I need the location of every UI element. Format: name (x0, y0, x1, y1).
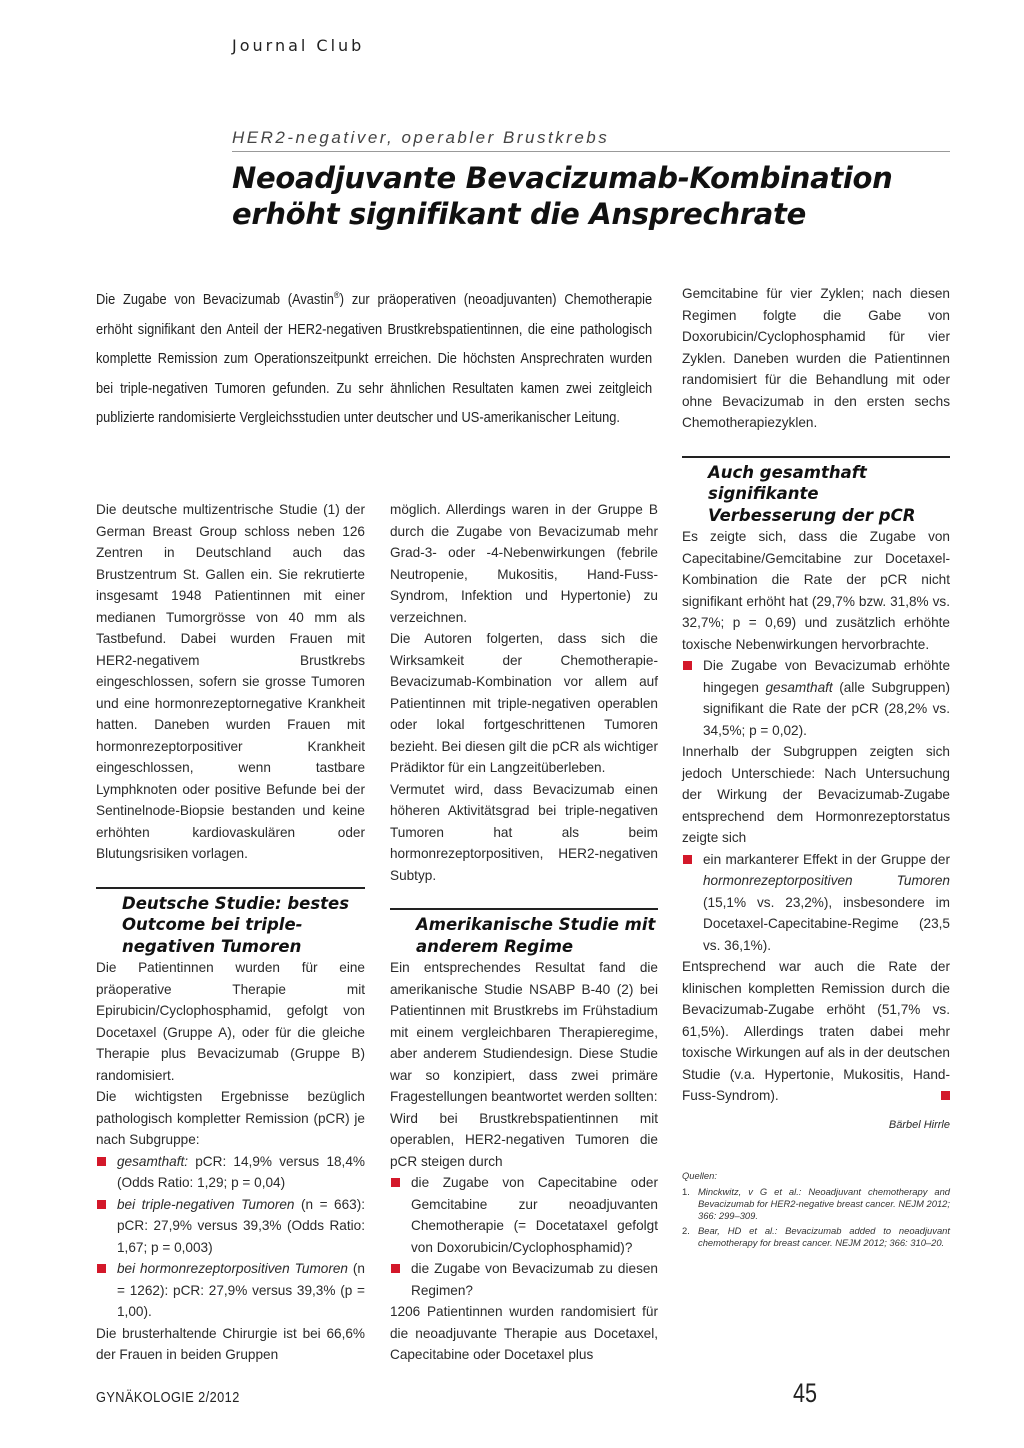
bullet-item: die Zugabe von Bevacizumab zu diesen Regimen? (390, 1258, 658, 1301)
section-label: Journal Club (232, 36, 365, 55)
col3-paragraph-4: Entsprechend war auch die Rate der klinischen kompletten Remission durch die Bevacizumab-Zugabe erhöht (51,7% vs. 61,5%). Allerdings traten dabei mehr toxische Wirkungen auf als in der deutschen Studie (v.a. Hypertonie, Mukositis, Hand-Fuss-Syndrom). (682, 959, 950, 1103)
article-kicker: HER2-negativer, operabler Brustkrebs (232, 128, 950, 152)
source-item: 1. Minckwitz, v G et al.: Neoadjuvant chemotherapy and Bevacizumab for HER2-negative breast cancer. NEJM 2012; 366: 299–309. (682, 1186, 950, 1221)
bullet-square-icon (683, 661, 692, 670)
author-name: Bärbel Hirrle (888, 1118, 950, 1131)
journal-footer: GYNÄKOLOGIE 2/2012 (96, 1389, 240, 1406)
page-number: 45 (793, 1378, 818, 1408)
col1-paragraph-1: Die deutsche multizentrische Studie (1) der German Breast Group schloss neben 126 Zentren in Deutschland auch das Brustzentrum St. Gallen ein. Sie rekrutierte insgesamt 1948 Patientinnen mit einer medianen Tumorgrösse von 40 mm als Tastbefund. Dabei wurden Frauen mit HER2-negativem Brustkrebs eingeschlossen, sofern sie grosse Tumoren und eine hormonrezeptornegative Krankheit hatten. Daneben wurden Frauen mit hormonrezeptorpositiver Krankheit eingeschlossen, wenn tastbare Lymphknoten oder positive Befunde bei der Sentinelnode-Biopsie bestanden und keine erhöhten kardiovaskulären oder Blutungsrisiken vorlagen. (96, 502, 365, 861)
bullet-square-icon (97, 1264, 106, 1273)
column-1 (96, 499, 365, 1366)
col1-paragraph-2: Die Patientinnen wurden für eine präoperative Therapie mit Epirubicin/Cyclophosphamid, gefolgt von Docetaxel (Gruppe A), oder für die gleiche Therapie plus Bevacizumab (Gruppe B) randomisiert. (96, 960, 365, 1083)
column-3 (682, 283, 950, 1252)
col2-paragraph-5: Wird bei Brustkrebspatientinnen mit operablen, HER2-negativen Tumoren die pCR steigen durch (390, 1110, 658, 1169)
sources-list (682, 1170, 950, 1249)
lead-text-1: Die Zugabe von Bevacizumab (Avastin (96, 292, 334, 308)
col3-paragraph-1: Gemcitabine für vier Zyklen; nach diesen Regimen folgte die Gabe von Doxorubicin/Cyclophosphamid für vier Zyklen. Daneben wurden die Patientinnen randomisiert für die Behandlung mit oder ohne Bevacizumab in den ersten sechs Chemotherapiezyklen. (682, 286, 950, 430)
lead-paragraph (96, 286, 652, 434)
bullet-item: bei hormonrezeptorpositiven Tumoren (n = 1262): pCR: 27,9% versus 39,3% (p = 1,00). (96, 1258, 365, 1323)
bullet-square-icon (97, 1157, 106, 1166)
col2-paragraph-3: Vermutet wird, dass Bevacizumab einen höheren Aktivitätsgrad bei triple-negativen Tumoren hat als beim hormonrezeptorpositiven, HER2-negativen Subtyp. (390, 781, 658, 883)
subhead-american-study: Amerikanische Studie mit anderem Regime (390, 908, 658, 957)
col1-paragraph-3: Die wichtigsten Ergebnisse bezüglich pathologisch kompletter Remission (pCR) je nach Subgruppe: (96, 1089, 365, 1147)
bullet-item: die Zugabe von Capecitabine oder Gemcitabine zur neoadjuvanten Chemotherapie (= Docetataxel gefolgt von Doxorubicin/Cyclophosphamid)? (390, 1172, 658, 1258)
source-item: 2. Bear, HD et al.: Bevacizumab added to neoadjuvant chemotherapy for breast cancer. NEJM 2012; 366: 310–20. (682, 1225, 950, 1248)
bullet-square-icon (391, 1178, 400, 1187)
col2-paragraph-4: Ein entsprechendes Resultat fand die amerikanische Studie NSABP B-40 (2) bei Patientinnen mit Brustkrebs im Frühstadium mit einem vergleichbaren Therapieregime, aber anderem Studiendesign. Diese Studie war so konzipiert, dass zwei primäre Fragestellungen beantwortet werden sollten: (390, 960, 658, 1104)
lead-text-2: ) zur präoperativen (neoadjuvanten) Chemotherapie erhöht signifikant den Anteil der HER2-negativen Brustkrebspatientinnen, die eine pathologisch komplette Remission zum Operationszeitpunkt erreichen. Die höchsten Ansprechraten wurden bei triple-negativen Tumoren gefunden. Zu sehr ähnlichen Resultaten kamen zwei zeitgleich publizierte randomisierte Vergleichsstudien unter deutscher und US-amerikanischer Leitung. (96, 292, 653, 426)
col3-paragraph-2: Es zeigte sich, dass die Zugabe von Capecitabine/Gemcitabine zur Docetaxel-Kombination die Rate der pCR nicht signifikant erhöht hat (29,7% bzw. 31,8% vs. 32,7%; p = 0,69) und zusätzlich erhöhte toxische Nebenwirkungen hervorbrachte. (682, 529, 950, 652)
col3-paragraph-3: Innerhalb der Subgruppen zeigten sich jedoch Unterschiede: Nach Untersuchung der Wirkung der Bevacizumab-Zugabe entsprechend dem Hormonrezeptorstatus zeigte sich (682, 744, 950, 845)
end-of-article-icon (941, 1091, 950, 1100)
bullet-item: bei triple-negativen Tumoren (n = 663): pCR: 27,9% versus 39,3% (Odds Ratio: 1,67; p = 0,003) (96, 1194, 365, 1259)
bullet-item: ein markanterer Effekt in der Gruppe der hormonrezeptorpositiven Tumoren (15,1% vs. 23,2%), insbesondere im Docetaxel-Capecitabine-Regime (23,5 vs. 36,1%). (682, 849, 950, 957)
bullet-item: Die Zugabe von Bevacizumab erhöhte hingegen gesamthaft (alle Subgruppen) signifikant die Rate der pCR (28,2% vs. 34,5%; p = 0,02). (682, 655, 950, 741)
sources-title: Quellen: (682, 1170, 717, 1181)
title-line-1: Neoadjuvante Bevacizumab-Kombination (232, 161, 893, 195)
bullet-square-icon (391, 1264, 400, 1273)
col1-paragraph-4: Die brusterhaltende Chirurgie ist bei 66,6% der Frauen in beiden Gruppen (96, 1325, 365, 1362)
bullet-item: gesamthaft: pCR: 14,9% versus 18,4% (Odds Ratio: 1,29; p = 0,04) (96, 1151, 365, 1194)
subhead-german-study: Deutsche Studie: bestes Outcome bei triple-negativen Tumoren (96, 887, 365, 958)
registered-mark: ® (333, 290, 340, 301)
column-2 (390, 499, 658, 1366)
article-title (232, 160, 950, 232)
col2-paragraph-2: Die Autoren folgerten, dass sich die Wirksamkeit der Chemotherapie-Bevacizumab-Kombination vor allem auf Patientinnen mit triple-negativen operablen oder lokal fortgeschrittenen Tumoren bezieht. Bei diesen gilt die pCR als wichtiger Prädiktor für ein Langzeitüberleben. (390, 631, 658, 775)
bullet-square-icon (683, 855, 692, 864)
col2-paragraph-1: möglich. Allerdings waren in der Gruppe B durch die Zugabe von Bevacizumab mehr Grad-3- oder -4-Nebenwirkungen (febrile Neutropenie, Mukositis, Hand-Fuss-Syndrom, Infektion und Hypertonie) zu verzeichnen. (390, 502, 658, 625)
col2-paragraph-6: 1206 Patientinnen wurden randomisiert für die neoadjuvante Therapie aus Docetaxel, Capecitabine oder Docetaxel plus (390, 1304, 658, 1362)
title-line-2: erhöht signifikant die Ansprechrate (232, 197, 806, 231)
subhead-overall-improvement: Auch gesamthaft signifikante Verbesserung der pCR (682, 456, 950, 527)
bullet-square-icon (97, 1200, 106, 1209)
